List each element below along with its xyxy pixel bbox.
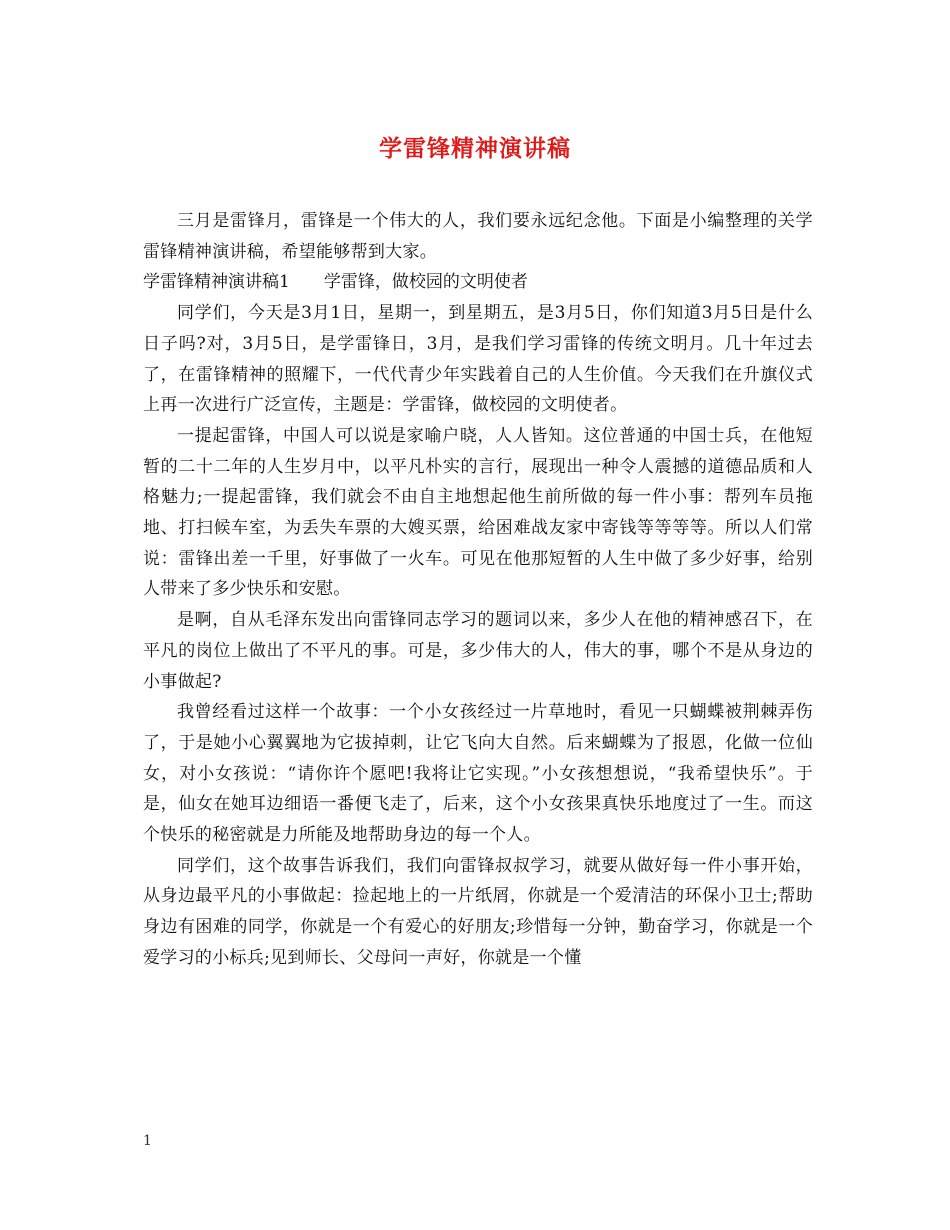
document-body bbox=[143, 206, 813, 974]
section-heading: 学雷锋精神演讲稿1 学雷锋，做校园的文明使者 bbox=[143, 272, 528, 293]
intro-paragraph: 三月是雷锋月，雷锋是一个伟大的人，我们要永远纪念他。下面是小编整理的关学雷锋精神演讲稿，希望能够帮到大家。 bbox=[143, 211, 813, 262]
document-title: 学雷锋精神演讲稿 bbox=[379, 135, 571, 162]
body-paragraph-1: 同学们，今天是3月1日，星期一，到星期五，是3月5日，你们知道3月5日是什么日子吗?对，3月5日，是学雷锋日，3月，是我们学习雷锋的传统文明月。几十年过去了，在雷锋精神的照耀下，一代代青少年实践着自己的人生价值。今天我们在升旗仪式上再一次进行广泛宣传，主题是：学雷锋，做校园的文明使者。 bbox=[143, 303, 813, 416]
body-paragraph-4: 我曾经看过这样一个故事：一个小女孩经过一片草地时，看见一只蝴蝶被荆棘弄伤了，于是她小心翼翼地为它拔掉刺，让它飞向大自然。后来蝴蝶为了报恩，化做一位仙女，对小女孩说：“请你许个愿吧!我将让它实现。”小女孩想想说，“我希望快乐”。于是，仙女在她耳边细语一番便飞走了，后来，这个小女孩果真快乐地度过了一生。而这个快乐的秘密就是力所能及地帮助身边的每一个人。 bbox=[143, 702, 813, 846]
body-paragraph-2: 一提起雷锋，中国人可以说是家喻户晓，人人皆知。这位普通的中国士兵，在他短暂的二十二年的人生岁月中，以平凡朴实的言行，展现出一种令人震撼的道德品质和人格魅力;一提起雷锋，我们就会不由自主地想起他生前所做的每一件小事：帮列车员拖地、打扫候车室，为丢失车票的大嫂买票，给困难战友家中寄钱等等等等。所以人们常说：雷锋出差一千里，好事做了一火车。可见在他那短暂的人生中做了多少好事，给别人带来了多少快乐和安慰。 bbox=[143, 425, 813, 600]
body-paragraph-5: 同学们，这个故事告诉我们，我们向雷锋叔叔学习，就要从做好每一件小事开始，从身边最平凡的小事做起：捡起地上的一片纸屑，你就是一个爱清洁的环保小卫士;帮助身边有困难的同学，你就是一个有爱心的好朋友;珍惜每一分钟，勤奋学习，你就是一个爱学习的小标兵;见到师长、父母问一声好，你就是一个懂 bbox=[143, 855, 813, 968]
page-number: 1 bbox=[143, 1133, 152, 1149]
body-paragraph-3: 是啊，自从毛泽东发出向雷锋同志学习的题词以来，多少人在他的精神感召下，在平凡的岗位上做出了不平凡的事。可是，多少伟大的人，伟大的事，哪个不是从身边的小事做起? bbox=[143, 610, 813, 692]
